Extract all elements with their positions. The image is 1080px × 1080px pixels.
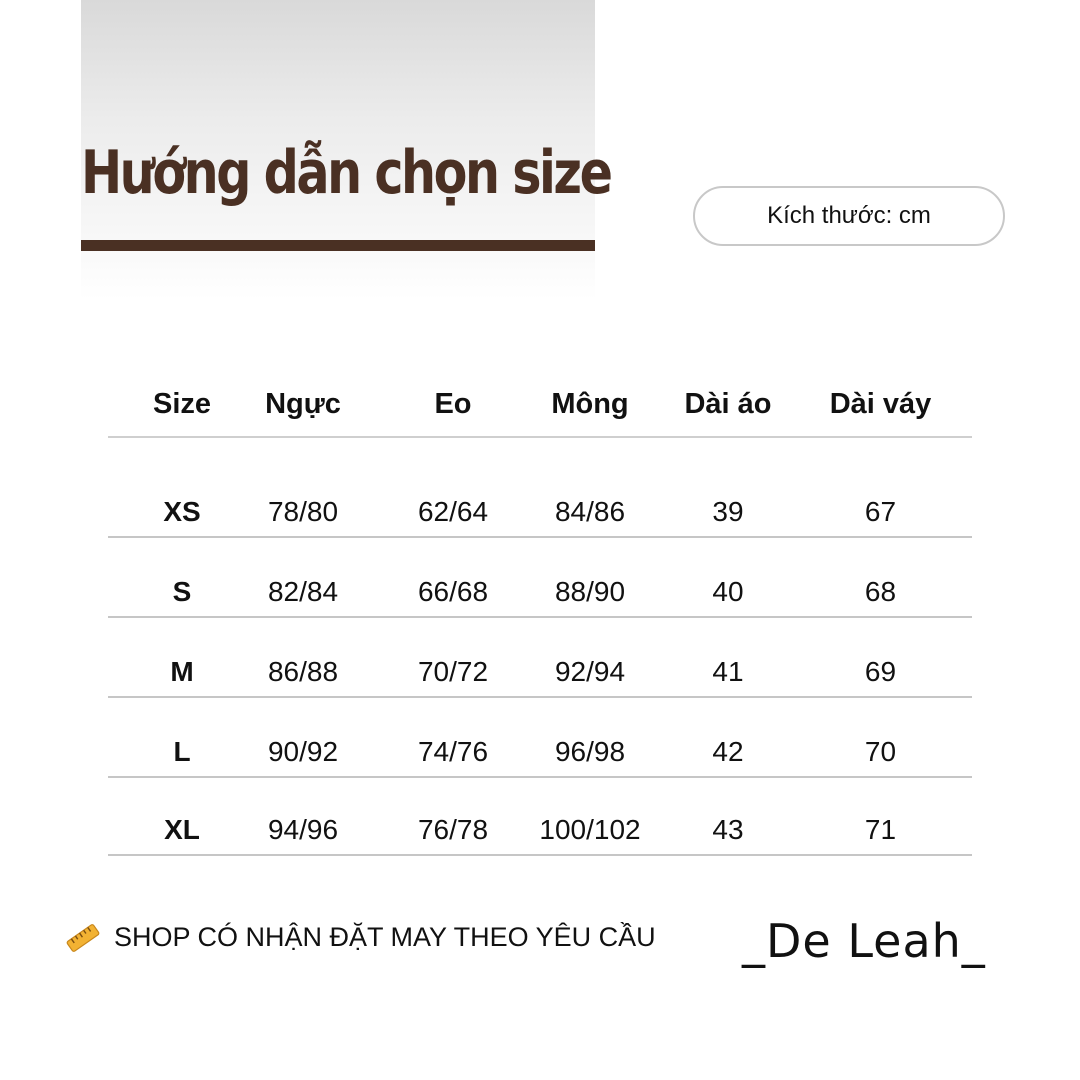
cell-chest: 94/96	[267, 814, 339, 845]
cell-size: M	[170, 656, 194, 687]
cell-top-length: 43	[712, 814, 744, 845]
cell-hip: 96/98	[554, 736, 626, 767]
cell-top-length: 41	[712, 656, 744, 687]
cell-chest: 82/84	[267, 576, 339, 607]
cell-skirt-length: 68	[864, 576, 897, 607]
cell-waist: 62/64	[417, 496, 489, 527]
cell-waist: 66/68	[417, 576, 489, 607]
header-hip: Mông	[551, 388, 629, 420]
cell-size: XS	[163, 496, 201, 527]
header-waist: Eo	[434, 388, 472, 420]
cell-top-length: 40	[712, 576, 744, 607]
cell-waist: 74/76	[417, 736, 489, 767]
cell-hip: 92/94	[554, 656, 626, 687]
table-row	[108, 438, 972, 538]
cell-chest: 90/92	[267, 736, 339, 767]
cell-size: L	[173, 736, 191, 767]
ruler-icon	[66, 924, 100, 952]
header-skirt-length: Dài váy	[829, 388, 932, 420]
cell-hip: 88/90	[554, 576, 626, 607]
size-table	[108, 380, 972, 856]
header-size: Size	[152, 388, 212, 420]
title-underline-bar	[81, 240, 595, 251]
page-title: Hướng dẫn chọn size	[81, 138, 611, 208]
table-row	[108, 698, 972, 778]
table-row	[108, 778, 972, 856]
cell-skirt-length: 69	[864, 656, 897, 687]
brand-signature: _De Leah_	[742, 914, 986, 968]
cell-waist: 70/72	[417, 656, 489, 687]
cell-skirt-length: 67	[864, 496, 897, 527]
header-top-length: Dài áo	[684, 388, 772, 420]
cell-size: XL	[164, 814, 200, 845]
cell-size: S	[172, 576, 192, 607]
note-text: SHOP CÓ NHẬN ĐẶT MAY THEO YÊU CẦU	[114, 922, 656, 952]
cell-top-length: 42	[712, 736, 744, 767]
cell-waist: 76/78	[417, 814, 489, 845]
cell-hip: 84/86	[554, 496, 626, 527]
cell-skirt-length: 71	[864, 814, 897, 845]
unit-badge: Kích thước: cm	[693, 186, 1005, 246]
table-row	[108, 618, 972, 698]
custom-tailoring-note	[66, 922, 656, 953]
cell-hip: 100/102	[539, 814, 641, 845]
cell-chest: 86/88	[267, 656, 339, 687]
cell-chest: 78/80	[267, 496, 339, 527]
header-chest: Ngực	[265, 388, 341, 420]
cell-skirt-length: 70	[864, 736, 897, 767]
cell-top-length: 39	[712, 496, 744, 527]
table-header-row	[108, 380, 972, 438]
table-row	[108, 538, 972, 618]
